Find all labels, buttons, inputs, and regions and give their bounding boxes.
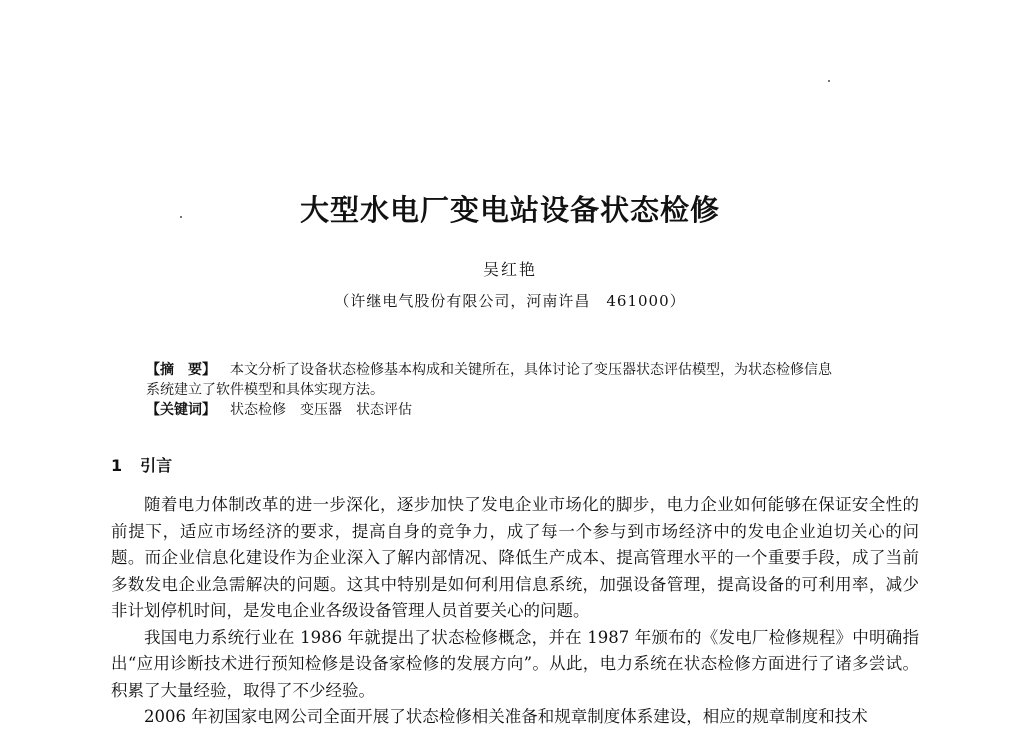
section-heading [111,453,172,476]
abstract-line-1 [146,360,894,380]
abstract-label: 【摘 要】 [146,362,216,378]
paper-title: 大型水电厂变电站设备状态检修 [299,193,720,227]
section-title: 引言 [140,456,173,475]
abstract-text-1: 本文分析了设备状态检修基本构成和关键所在，具体讨论了变压器状态评估模型，为状态检修信息 [230,362,832,378]
keywords-line [146,400,894,420]
paragraph: 我国电力系统行业在 1986 年就提出了状态检修概念，并在 1987 年颁布的《发电厂检修规程》中明确指出“应用诊断技术进行预知检修是设备家检修的发展方向”。从此，电力系统在状态检修方面进行了诸多尝试。积累了大量经验，取得了不少经验。 [111,627,919,700]
section-body [111,492,919,731]
paragraph: 随着电力体制改革的进一步深化，逐步加快了发电企业市场化的脚步，电力企业如何能够在保证安全性的前提下，适应市场经济的要求，提高自身的竞争力，成了每一个参与到市场经济中的发电企业迫切关心的问题。而企业信息化建设作为企业深入了解内部情况、降低生产成本、提高管理水平的一个重要手段，成了当前多数发电企业急需解决的问题。这其中特别是如何利用信息系统，加强设备管理，提高设备的可利用率，减少非计划停机时间，是发电企业各级设备管理人员首要关心的问题。 [111,495,919,620]
section-number: 1 [111,456,123,475]
abstract-text-2: 系统建立了软件模型和具体实现方法。 [146,382,384,398]
keywords-label: 【关键词】 [146,402,216,418]
author-name: 吴红艳 [482,260,537,279]
author-affiliation: （许继电气股份有限公司，河南许昌 461000） [334,292,686,310]
scan-speck [828,80,830,82]
paragraph: 2006 年初国家电网公司全面开展了状态检修相关准备和规章制度体系建设，相应的规章制度和技术 [144,707,868,726]
keywords-text: 状态检修 变压器 状态评估 [230,402,412,418]
abstract-line-2 [146,380,894,400]
abstract-block [146,360,894,420]
